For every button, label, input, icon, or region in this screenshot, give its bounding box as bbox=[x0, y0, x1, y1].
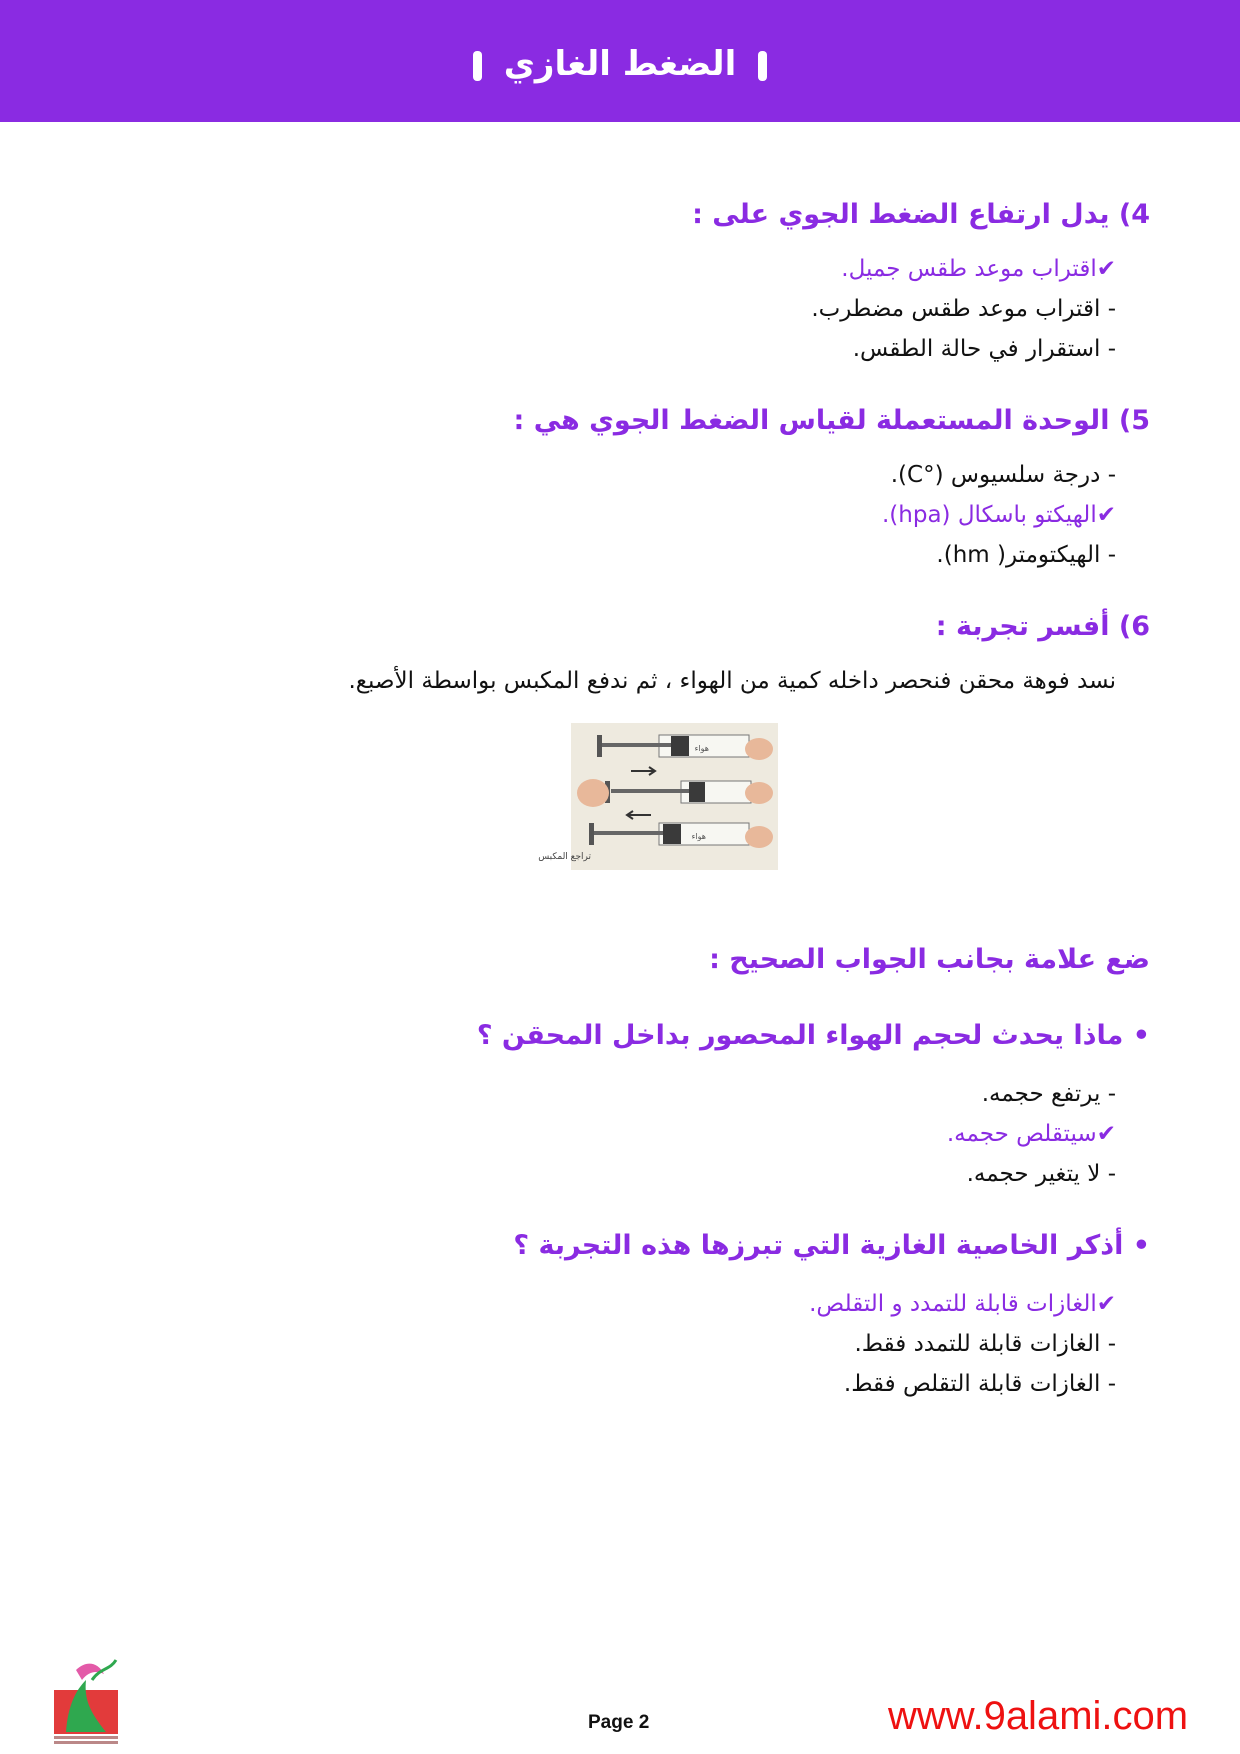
q5-option-2[interactable] bbox=[90, 495, 1150, 535]
question-5-title: 5) الوحدة المستعملة لقياس الضغط الجوي هي : bbox=[513, 405, 1150, 436]
air-label: هواء bbox=[694, 744, 709, 753]
page-title: الضغط الغازي bbox=[503, 44, 737, 84]
question-4-title: 4) يدل ارتفاع الضغط الجوي على : bbox=[692, 199, 1150, 230]
dash-marker: - bbox=[1107, 1081, 1116, 1107]
q4-option-2-text: اقتراب موعد طقس مضطرب. bbox=[811, 296, 1101, 322]
title-bar-left bbox=[473, 51, 482, 81]
syringe-illustration bbox=[538, 723, 778, 870]
dash-marker: - bbox=[1107, 296, 1116, 322]
bullet-question-2-text: أذكر الخاصية الغازية التي تبرزها هذه التجربة ؟ bbox=[513, 1230, 1124, 1261]
page-header bbox=[0, 0, 1240, 122]
b1-option-3[interactable] bbox=[90, 1154, 1150, 1194]
q4-option-2[interactable] bbox=[90, 289, 1150, 329]
q5-option-2-text: الهيكتو باسكال (hpa). bbox=[881, 502, 1097, 528]
page-number: Page 2 bbox=[588, 1712, 650, 1733]
q5-option-3-text: الهيكتومتر( hm). bbox=[936, 542, 1101, 568]
dash-marker: - bbox=[1107, 462, 1116, 488]
b1-option-1[interactable] bbox=[90, 1074, 1150, 1114]
bullet-question-2 bbox=[90, 1226, 1150, 1266]
dash-marker: - bbox=[1107, 542, 1116, 568]
air-label-2: هواء bbox=[691, 832, 706, 841]
worksheet-content bbox=[90, 195, 1150, 1404]
b1-option-3-text: لا يتغير حجمه. bbox=[966, 1161, 1101, 1187]
academy-logo bbox=[46, 1650, 126, 1745]
question-6-title: 6) أفسر تجربة : bbox=[935, 611, 1150, 642]
checkmark-icon: ✔ bbox=[1096, 502, 1116, 528]
b2-option-2[interactable] bbox=[90, 1324, 1150, 1364]
q4-option-3-text: استقرار في حالة الطقس. bbox=[852, 336, 1101, 362]
checkmark-icon: ✔ bbox=[1096, 256, 1116, 282]
syringe-experiment-figure bbox=[538, 723, 778, 870]
b2-option-2-text: الغازات قابلة للتمدد فقط. bbox=[854, 1331, 1101, 1357]
q4-option-1-text: اقتراب موعد طقس جميل. bbox=[841, 256, 1097, 282]
dash-marker: - bbox=[1107, 1161, 1116, 1187]
q5-option-1[interactable] bbox=[90, 455, 1150, 495]
b2-option-3[interactable] bbox=[90, 1364, 1150, 1404]
experiment-description: نسد فوهة محقن فنحصر داخله كمية من الهواء ، ثم ندفع المكبس بواسطة الأصبع. bbox=[348, 668, 1116, 694]
q4-option-3[interactable] bbox=[90, 329, 1150, 369]
website-url[interactable]: www.9alami.com bbox=[888, 1694, 1189, 1738]
bullet-icon: • bbox=[1132, 1230, 1150, 1261]
b2-option-3-text: الغازات قابلة التقلص فقط. bbox=[843, 1371, 1101, 1397]
q5-option-1-text: درجة سلسيوس (°C). bbox=[890, 462, 1101, 488]
title-bar-right bbox=[758, 51, 767, 81]
checkmark-icon: ✔ bbox=[1096, 1291, 1116, 1317]
b2-option-1[interactable] bbox=[90, 1284, 1150, 1324]
piston-label: تراجع المكبس bbox=[538, 852, 591, 862]
dash-marker: - bbox=[1107, 336, 1116, 362]
q5-option-3[interactable] bbox=[90, 535, 1150, 575]
header-title bbox=[0, 44, 1240, 84]
b1-option-2-text: سيتقلص حجمه. bbox=[946, 1121, 1097, 1147]
b2-option-1-text: الغازات قابلة للتمدد و التقلص. bbox=[809, 1291, 1097, 1317]
b1-option-2[interactable] bbox=[90, 1114, 1150, 1154]
checkmark-icon: ✔ bbox=[1096, 1121, 1116, 1147]
q4-option-1[interactable] bbox=[90, 249, 1150, 289]
dash-marker: - bbox=[1107, 1371, 1116, 1397]
dash-marker: - bbox=[1107, 1331, 1116, 1357]
bullet-question-1-text: ماذا يحدث لحجم الهواء المحصور بداخل المحقن ؟ bbox=[476, 1020, 1124, 1051]
b1-option-1-text: يرتفع حجمه. bbox=[981, 1081, 1101, 1107]
instruction-title: ضع علامة بجانب الجواب الصحيح : bbox=[709, 944, 1150, 975]
bullet-question-1 bbox=[90, 1016, 1150, 1056]
bullet-icon: • bbox=[1132, 1020, 1150, 1051]
